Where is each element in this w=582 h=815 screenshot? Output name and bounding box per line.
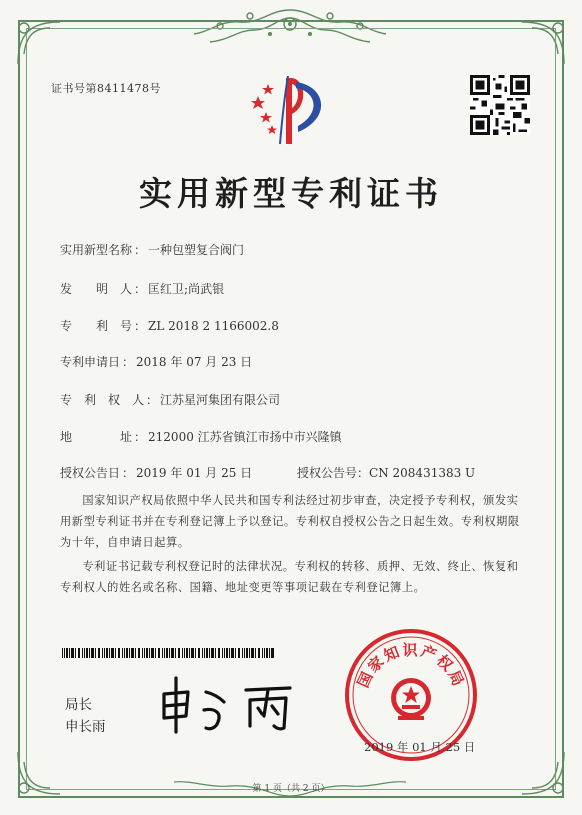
qr-code-icon bbox=[470, 75, 530, 135]
legal-status-paragraph: 专利证书记载专利权登记时的法律状况。专利权的转移、质押、无效、终止、恢复和专利权人的姓名或名称、国籍、地址变更等事项记载在专利登记簿上。 bbox=[60, 560, 519, 594]
field-label: 专 利 权 人 bbox=[60, 393, 145, 407]
field-value: 江苏星河集团有限公司 bbox=[160, 393, 281, 407]
handwritten-signature bbox=[150, 670, 310, 740]
page-number: 第 1 页（共 2 页） bbox=[252, 784, 330, 794]
field-value: 匡红卫;尚武银 bbox=[148, 282, 225, 296]
field-value: CN 208431383 U bbox=[369, 466, 476, 480]
field-utility-model-name: 实用新型名称 ： 一种包塑复合阀门 bbox=[60, 243, 245, 257]
field-label: 授权公告日 bbox=[60, 466, 121, 480]
signatory-title: 局长 bbox=[65, 697, 92, 713]
field-label: 实用新型名称 bbox=[60, 243, 133, 257]
seal-text: 国家知识产权局 bbox=[353, 641, 469, 691]
field-announcement-number: 授权公告号：CN 208431383 U bbox=[297, 466, 476, 480]
certificate-title: 实用新型专利证书 bbox=[139, 174, 443, 213]
field-application-date: 专利申请日 ： 2018 年 07 月 23 日 bbox=[60, 355, 253, 369]
field-value: 2019 年 01 月 25 日 bbox=[136, 466, 253, 480]
field-inventor: 发 明 人 ： 匡红卫;尚武银 bbox=[60, 282, 225, 296]
grant-statement-paragraph: 国家知识产权局依照中华人民共和国专利法经过初步审查，决定授予专利权，颁发实用新型专利证书并在专利登记簿上予以登记。专利权自授权公告之日起生效。专利权期限为十年，自申请日起算。 bbox=[60, 494, 520, 549]
field-address: 地 址 ： 212000 江苏省镇江市扬中市兴隆镇 bbox=[60, 430, 342, 444]
barcode-icon bbox=[62, 648, 274, 658]
corner-ornament-icon bbox=[512, 14, 572, 74]
field-label: 发 明 人 bbox=[60, 282, 133, 296]
cnipa-logo-icon bbox=[246, 70, 336, 150]
field-value: 212000 江苏省镇江市扬中市兴隆镇 bbox=[148, 430, 342, 444]
field-patent-number: 专 利 号 ： ZL 2018 2 1166002.8 bbox=[60, 319, 279, 333]
national-emblem-icon bbox=[391, 678, 431, 720]
field-label: 地 址 bbox=[60, 430, 133, 444]
field-value: 一种包塑复合阀门 bbox=[148, 243, 245, 257]
certificate-number: 证书号第8411478号 bbox=[51, 82, 161, 95]
field-label: 授权公告号 bbox=[297, 466, 358, 480]
field-grant-date: 授权公告日 ： 2019 年 01 月 25 日 bbox=[60, 466, 253, 480]
field-label: 专利申请日 bbox=[60, 355, 121, 369]
field-value: ZL 2018 2 1166002.8 bbox=[148, 319, 279, 333]
signatory-name: 申长雨 bbox=[65, 719, 106, 735]
field-value: 2018 年 07 月 23 日 bbox=[136, 355, 253, 369]
field-patentee: 专 利 权 人 ： 江苏星河集团有限公司 bbox=[60, 393, 281, 407]
seal-date: 2019 年 01 月 25 日 bbox=[364, 740, 476, 754]
field-label: 专 利 号 bbox=[60, 319, 133, 333]
corner-ornament-icon bbox=[10, 14, 70, 74]
